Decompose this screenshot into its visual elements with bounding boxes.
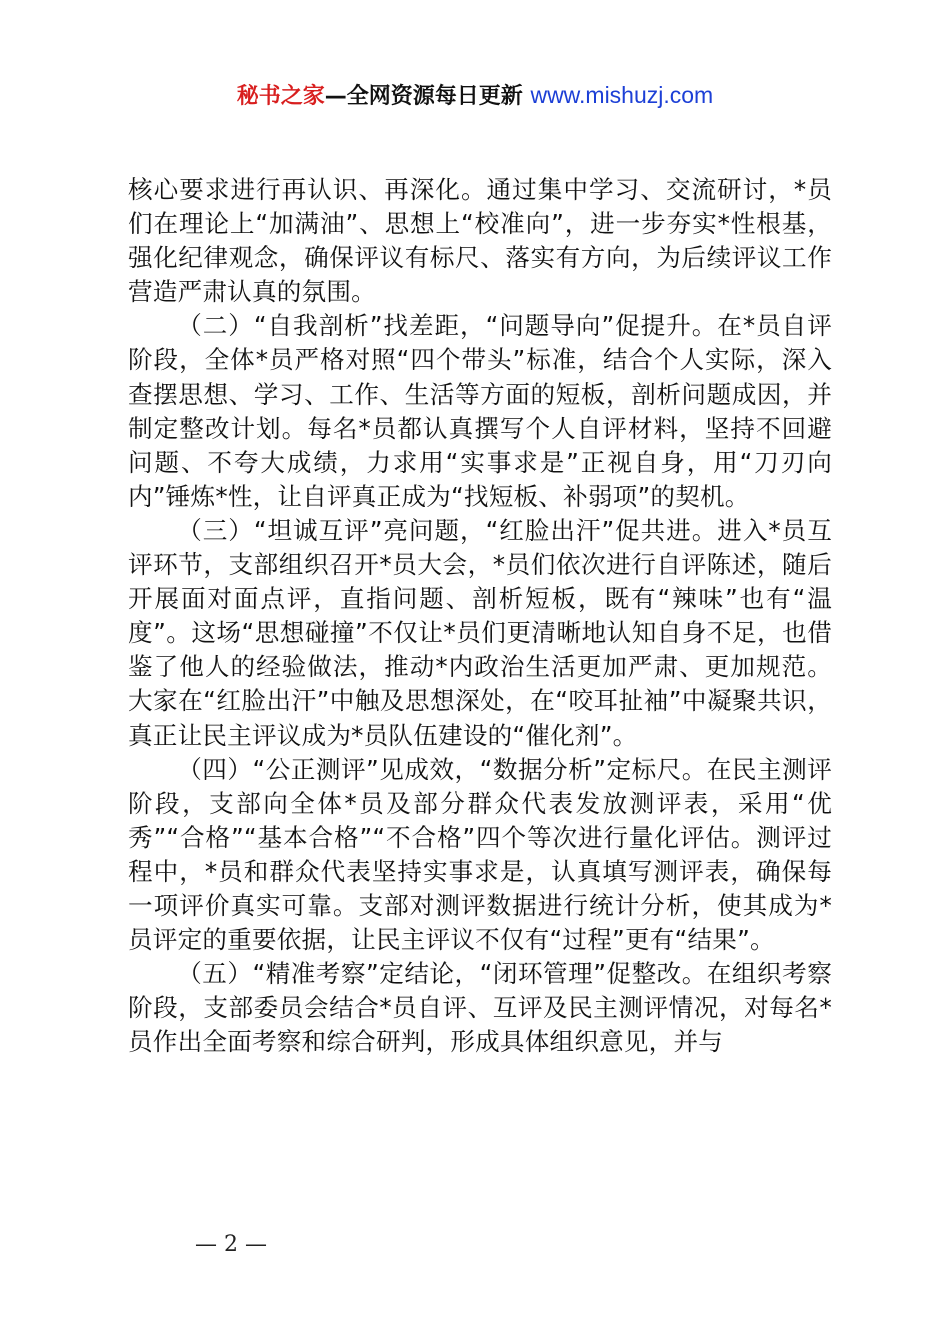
site-url-link[interactable]: www.mishuzj.com: [530, 82, 714, 108]
document-body: [128, 173, 832, 1059]
site-header: [0, 80, 950, 112]
header-tagline: —全网资源每日更新: [324, 84, 531, 109]
paragraph-mutual-review: （三）“坦诚互评”亮问题，“红脸出汗”促共进。进入*员互评环节，支部组织召开*员大会，*员们依次进行自评陈述，随后开展面对面点评，直指问题、剖析短板，既有“辣味”也有“温度”。这场“思想碰撞”不仅让*员们更清晰地认知自身不足，也借鉴了他人的经验做法，推动*内政治生活更加严肃、更加规范。大家在“红脸出汗”中触及思想深处，在“咬耳扯袖”中凝聚共识，真正让民主评议成为*员队伍建设的“催化剂”。: [128, 515, 832, 750]
paragraph-fair-evaluation: （四）“公正测评”见成效，“数据分析”定标尺。在民主测评阶段，支部向全体*员及部分群众代表发放测评表，采用“优秀”“合格”“基本合格”“不合格”四个等次进行量化评估。测评过程中，*员和群众代表坚持实事求是，认真填写测评表，确保每一项评价真实可靠。支部对测评数据进行统计分析，使其成为*员评定的重要依据，让民主评议不仅有“过程”更有“结果”。: [128, 754, 832, 955]
paragraph-continuation: 核心要求进行再认识、再深化。通过集中学习、交流研讨，*员们在理论上“加满油”、思想上“校准向”，进一步夯实*性根基，强化纪律观念，确保评议有标尺、落实有方向，为后续评议工作营造严肃认真的氛围。: [128, 175, 832, 307]
paragraph-precise-inspection: （五）“精准考察”定结论，“闭环管理”促整改。在组织考察阶段，支部委员会结合*员自评、互评及民主测评情况，对每名*员作出全面考察和综合研判，形成具体组织意见，并与: [128, 959, 832, 1057]
page-number: — 2 —: [195, 1232, 267, 1257]
brand-name: 秘书之家: [236, 84, 325, 109]
paragraph-self-analysis: （二）“自我剖析”找差距，“问题导向”促提升。在*员自评阶段，全体*员严格对照“四个带头”标准，结合个人实际，深入查摆思想、学习、工作、生活等方面的短板，剖析问题成因，并制定整改计划。每名*员都认真撰写个人自评材料，坚持不回避问题、不夸大成绩，力求用“实事求是”正视自身，用“刀刃向内”锤炼*性，让自评真正成为“找短板、补弱项”的契机。: [128, 311, 832, 511]
